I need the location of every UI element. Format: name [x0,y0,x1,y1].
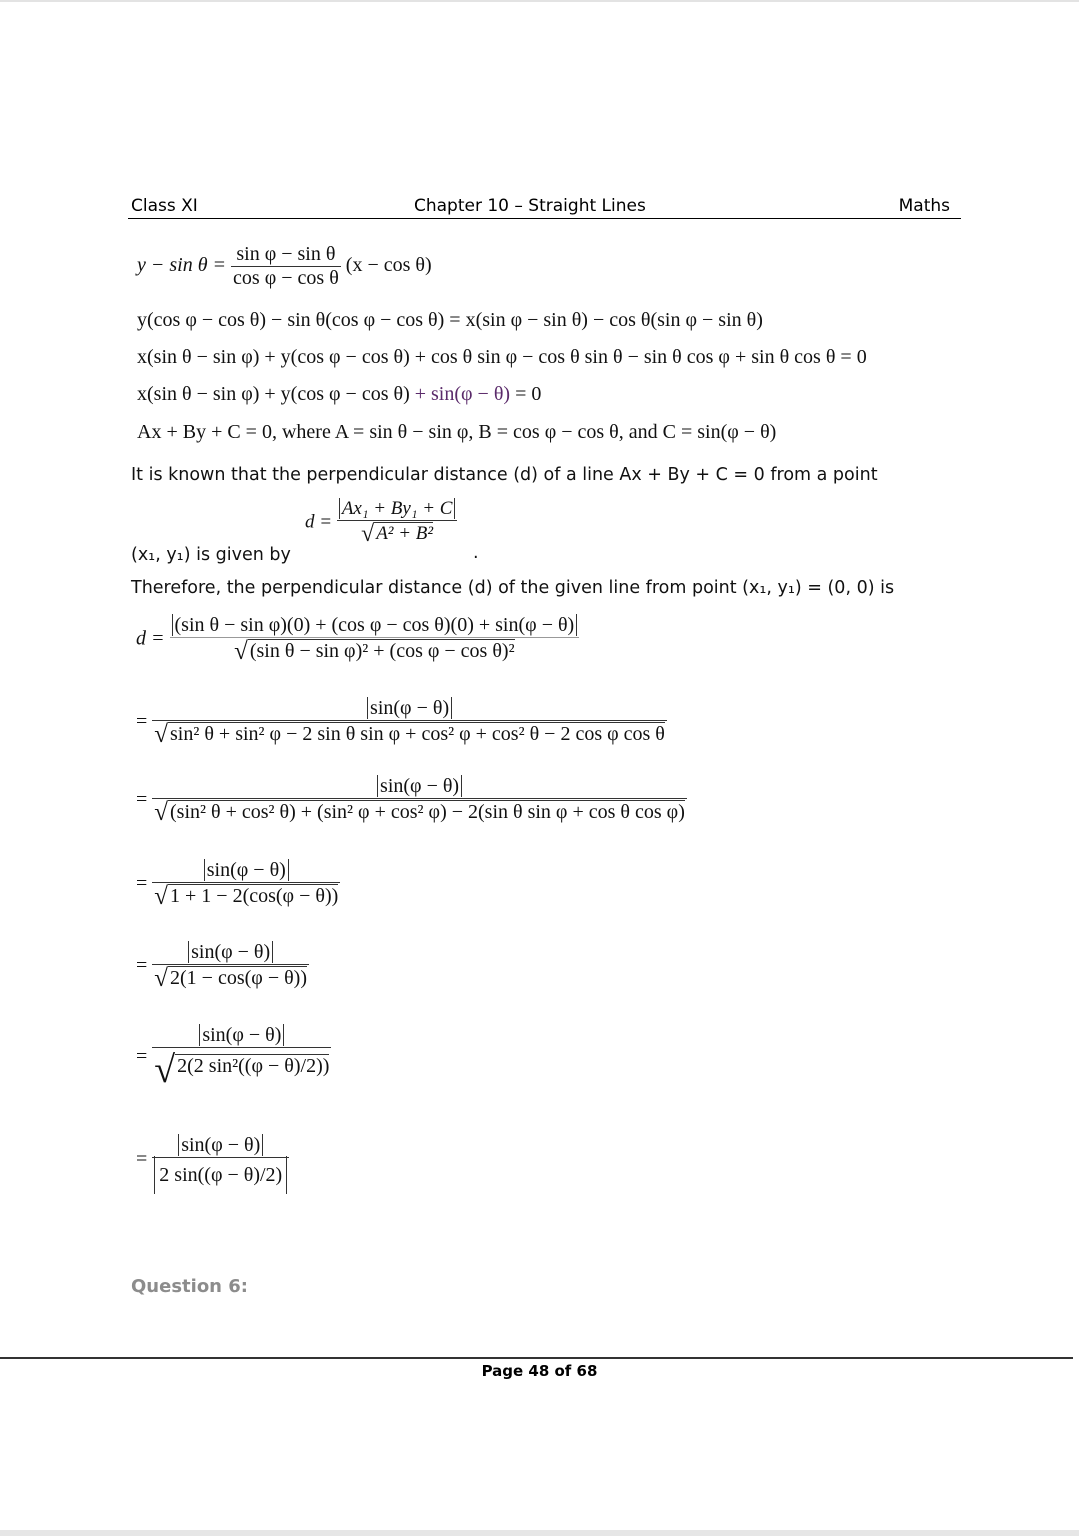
sqrt-symbol: √ [154,883,169,910]
page-number: Page 48 of 68 [481,1362,598,1380]
step-lhs: = [136,954,148,977]
step-denominator: 2(1 − cos(φ − θ)) [170,967,307,989]
equation-5: Ax + By + C = 0, where A = sin θ − sin φ, B = cos φ − cos θ, and C = sin(φ − θ) [137,421,777,443]
equation-1 [137,243,432,290]
eq1-lhs: y − sin θ = [137,254,227,277]
step-fraction [152,1024,331,1092]
page-header [128,196,961,219]
step-numerator: sin(φ − θ) [377,775,462,797]
formula-fraction [337,498,458,548]
distance-formula [305,498,457,548]
step-lhs: = [136,872,148,895]
step-lhs: = [136,1148,148,1171]
eq1-rhs: (x − cos θ) [345,254,432,277]
eq4-part-a: x(sin θ − sin φ) + y(cos φ − cos θ) [137,383,410,405]
step-lhs: = [136,710,148,733]
step-numerator: sin(φ − θ) [188,941,273,963]
sqrt-symbol: √ [154,1049,176,1091]
paragraph-therefore: Therefore, the perpendicular distance (d) of the given line from point (x₁, y₁) = (0, 0) is [131,578,895,598]
viewer-top-edge [0,0,1079,2]
step-denominator: 1 + 1 − 2(cos(φ − θ)) [170,885,339,907]
step-fraction [152,859,340,911]
sqrt-symbol: √ [234,638,248,665]
step-fraction [152,775,687,827]
header-subject: Maths [898,196,950,216]
step-numerator: (sin θ − sin φ)(0) + (cos φ − cos θ)(0) + sin(φ − θ) [172,614,578,636]
step-lhs: = [136,788,148,811]
equation-4 [137,383,541,406]
derivation-step-6 [136,1024,331,1092]
step-numerator: sin(φ − θ) [178,1134,263,1156]
step-numerator: sin(φ − θ) [204,859,289,881]
eq4-part-c: = 0 [515,383,542,405]
step-fraction [152,697,667,749]
step-denominator: (sin θ − sin φ)² + (cos φ − cos θ)² [249,640,515,662]
step-denominator: 2(2 sin²((φ − θ)/2)) [177,1055,330,1077]
step-fraction [152,1134,289,1187]
step-denominator: sin² θ + sin² φ − 2 sin θ sin φ + cos² φ + cos² θ − 2 cos φ cos θ [170,723,665,745]
header-chapter: Chapter 10 – Straight Lines [414,196,646,216]
eq4-sin-term: + sin(φ − θ) [414,383,511,405]
derivation-step-1 [136,614,579,666]
footer-divider [0,1357,1073,1359]
sqrt-symbol: √ [154,721,169,748]
formula-numerator: Ax₁ + By₁ + C [339,498,456,519]
formula-period: . [473,543,479,563]
sqrt-symbol: √ [154,799,169,826]
step-lhs: d = [136,627,165,650]
step-lhs: = [136,1045,148,1068]
formula-denominator: A² + B² [376,523,434,544]
step-fraction [170,614,580,666]
formula-lhs: d = [305,511,333,533]
header-class: Class XI [131,196,198,216]
step-denominator: (sin² θ + cos² θ) + (sin² φ + cos² φ) − 2(sin θ sin φ + cos θ cos φ) [170,801,685,823]
derivation-step-4 [136,859,340,911]
derivation-step-3 [136,775,687,827]
derivation-step-5 [136,941,309,993]
question-6-label: Question 6: [131,1276,248,1297]
step-numerator: sin(φ − θ) [199,1024,284,1046]
step-denominator: 2 sin((φ − θ)/2) [154,1156,287,1194]
equation-2: y(cos φ − cos θ) − sin θ(cos φ − cos θ) = x(sin φ − sin θ) − cos θ(sin φ − sin θ) [137,309,763,331]
sqrt-symbol: √ [361,521,375,547]
eq1-fraction [231,243,341,290]
derivation-step-2 [136,697,667,749]
step-numerator: sin(φ − θ) [367,697,452,719]
eq1-denominator: cos φ − cos θ [233,267,339,289]
viewer-bottom-edge [0,1530,1079,1536]
derivation-step-7 [136,1134,289,1187]
eq1-numerator: sin φ − sin θ [236,243,336,265]
paragraph-distance-intro: It is known that the perpendicular distance (d) of a line Ax + By + C = 0 from a point [131,465,878,485]
paragraph-given-by: (x₁, y₁) is given by [131,545,291,565]
step-fraction [152,941,309,993]
sqrt-symbol: √ [154,965,169,992]
equation-3: x(sin θ − sin φ) + y(cos φ − cos θ) + cos θ sin φ − cos θ sin θ − sin θ cos φ + sin θ cos θ = 0 [137,346,867,368]
